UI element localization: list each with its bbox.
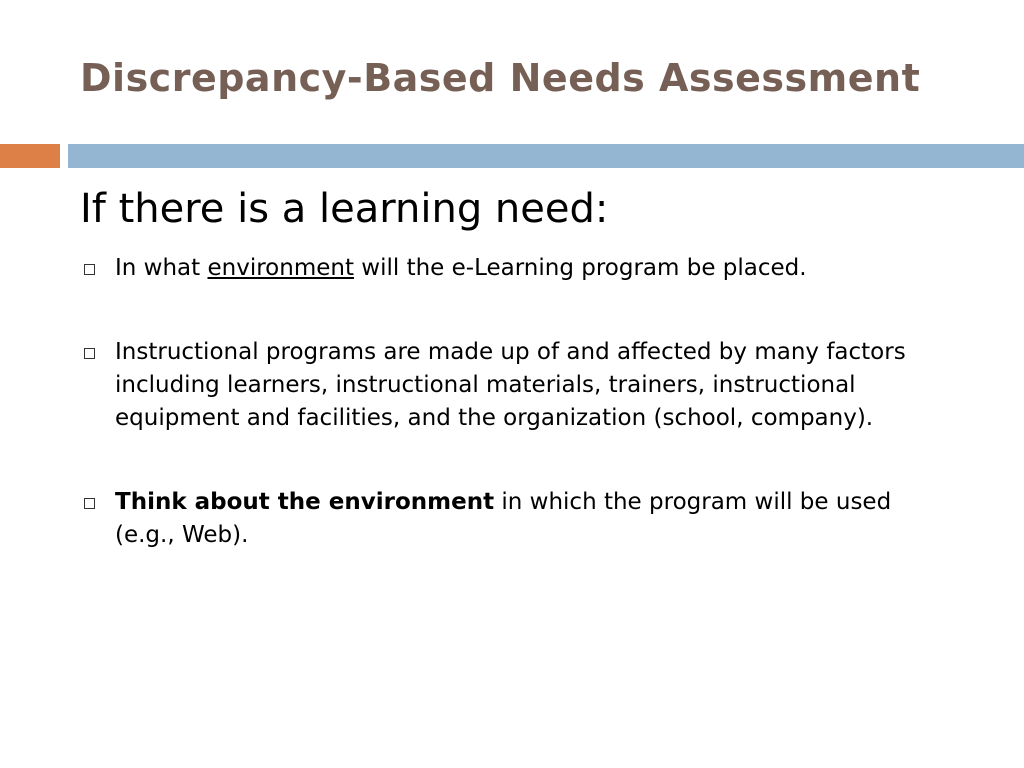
bullet-text: will the e-Learning program be placed. xyxy=(353,255,807,281)
accent-bar-blue xyxy=(68,144,1024,168)
bullet-item-factors xyxy=(80,336,940,435)
bullet-item-environment xyxy=(80,252,940,285)
bullet-text: In what xyxy=(115,255,208,281)
underlined-keyword: environment xyxy=(207,255,354,281)
slide-title: Discrepancy-Based Needs Assessment xyxy=(80,56,921,100)
bullet-item-think-environment xyxy=(80,486,940,552)
hollow-square-bullet-icon xyxy=(84,264,95,275)
bold-keyword: Think about the environment xyxy=(115,489,495,515)
hollow-square-bullet-icon xyxy=(84,498,95,509)
slide-subheading: If there is a learning need: xyxy=(80,186,609,232)
accent-bar-orange xyxy=(0,144,60,168)
bullet-text: in which the program will be used (e.g., Web). xyxy=(115,489,892,548)
hollow-square-bullet-icon xyxy=(84,348,95,359)
bullet-list xyxy=(80,252,940,603)
bullet-text: Instructional programs are made up of and affected by many factors including learners, instructional materials, trainers, instructional equipment and facilities, and the organization (school, company). xyxy=(115,339,906,431)
